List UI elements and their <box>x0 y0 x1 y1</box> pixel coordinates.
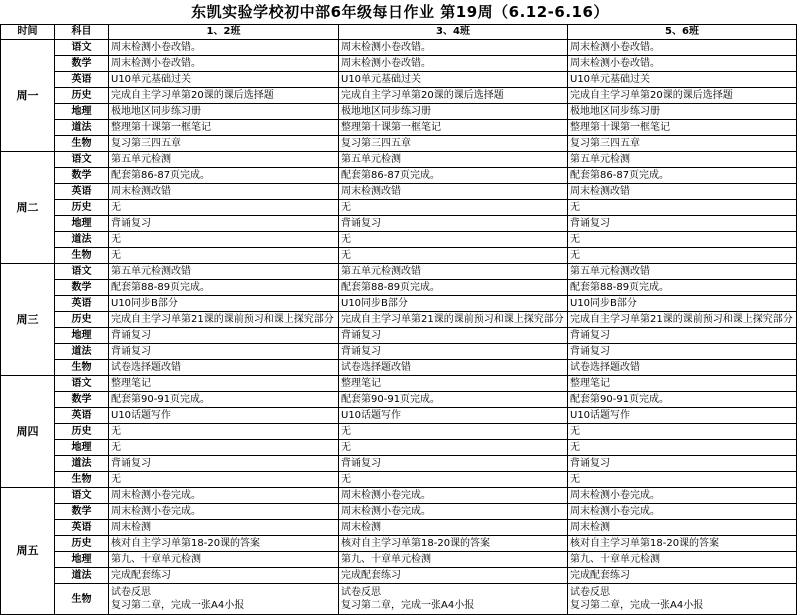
table-row <box>1 568 797 584</box>
homework-cell-class-3-4: 配套第88-89页完成。 <box>339 280 568 296</box>
day-cell: 周四 <box>1 376 55 488</box>
table-row <box>1 280 797 296</box>
homework-cell-class-3-4: 无 <box>339 472 568 488</box>
header-class-1-2: 1、2班 <box>109 25 339 40</box>
subject-cell: 语文 <box>55 152 109 168</box>
homework-cell-class-3-4: 配套第86-87页完成。 <box>339 168 568 184</box>
homework-cell-class-5-6: 背诵复习 <box>568 456 797 472</box>
table-row <box>1 136 797 152</box>
table-row <box>1 376 797 392</box>
homework-cell-class-1-2: 周末检测 <box>109 520 339 536</box>
header-subject: 科目 <box>55 25 109 40</box>
homework-cell-class-1-2: U10单元基础过关 <box>109 72 339 88</box>
homework-cell-class-1-2: 无 <box>109 424 339 440</box>
subject-cell: 数学 <box>55 168 109 184</box>
table-row <box>1 360 797 376</box>
table-body <box>1 40 797 615</box>
homework-cell-class-5-6: 第五单元检测 <box>568 152 797 168</box>
table-row <box>1 312 797 328</box>
homework-cell-class-1-2: 周末检测小卷完成。 <box>109 504 339 520</box>
homework-cell-class-1-2: U10话题写作 <box>109 408 339 424</box>
homework-cell-class-3-4 <box>339 584 568 615</box>
homework-cell-class-5-6: 无 <box>568 440 797 456</box>
table-row <box>1 488 797 504</box>
homework-cell-class-3-4: 完成自主学习单第20课的课后选择题 <box>339 88 568 104</box>
homework-cell-class-3-4: 周末检测 <box>339 520 568 536</box>
homework-cell-class-5-6: 极地地区同步练习册 <box>568 104 797 120</box>
homework-cell-class-5-6: 完成自主学习单第21课的课前预习和课上探究部分 <box>568 312 797 328</box>
homework-cell-class-1-2: U10同步B部分 <box>109 296 339 312</box>
subject-cell: 英语 <box>55 72 109 88</box>
homework-cell-class-5-6: 背诵复习 <box>568 344 797 360</box>
homework-cell-class-5-6: 完成自主学习单第20课的课后选择题 <box>568 88 797 104</box>
subject-cell: 地理 <box>55 216 109 232</box>
homework-cell-class-3-4: 周末检测小卷完成。 <box>339 488 568 504</box>
homework-cell-class-1-2: 核对自主学习单第18-20课的答案 <box>109 536 339 552</box>
homework-cell-class-3-4: 背诵复习 <box>339 216 568 232</box>
homework-cell-class-1-2: 配套第90-91页完成。 <box>109 392 339 408</box>
homework-cell-class-3-4: 核对自主学习单第18-20课的答案 <box>339 536 568 552</box>
subject-cell: 生物 <box>55 584 109 615</box>
homework-cell-class-5-6: 试卷选择题改错 <box>568 360 797 376</box>
table-row <box>1 456 797 472</box>
homework-cell-class-3-4: 周末检测小卷改错。 <box>339 40 568 56</box>
subject-cell: 生物 <box>55 136 109 152</box>
subject-cell: 生物 <box>55 248 109 264</box>
homework-cell-class-5-6: 无 <box>568 472 797 488</box>
subject-cell: 道法 <box>55 344 109 360</box>
homework-cell-class-1-2: 无 <box>109 248 339 264</box>
homework-cell-class-3-4: 背诵复习 <box>339 344 568 360</box>
homework-cell-class-3-4: 周末检测改错 <box>339 184 568 200</box>
table-row <box>1 344 797 360</box>
homework-cell-class-3-4: U10单元基础过关 <box>339 72 568 88</box>
day-cell: 周二 <box>1 152 55 264</box>
homework-cell-class-1-2: 周末检测小卷改错。 <box>109 40 339 56</box>
homework-line: 试卷反思 <box>341 587 381 598</box>
homework-cell-class-5-6: 无 <box>568 424 797 440</box>
table-row <box>1 152 797 168</box>
table-row <box>1 232 797 248</box>
homework-cell-class-5-6: 配套第88-89页完成。 <box>568 280 797 296</box>
homework-cell-class-3-4: U10话题写作 <box>339 408 568 424</box>
homework-cell-class-5-6: 完成配套练习 <box>568 568 797 584</box>
homework-cell-class-1-2: 背诵复习 <box>109 344 339 360</box>
subject-cell: 语文 <box>55 488 109 504</box>
homework-line: 复习第二章，完成一张A4小报 <box>111 600 245 611</box>
homework-cell-class-3-4: 无 <box>339 248 568 264</box>
homework-cell-class-3-4: 第五单元检测改错 <box>339 264 568 280</box>
subject-cell: 历史 <box>55 312 109 328</box>
homework-cell-class-3-4: 第五单元检测 <box>339 152 568 168</box>
homework-cell-class-1-2: 第五单元检测 <box>109 152 339 168</box>
day-cell: 周五 <box>1 488 55 615</box>
homework-cell-class-3-4: 复习第三四五章 <box>339 136 568 152</box>
table-row <box>1 40 797 56</box>
homework-cell-class-1-2: 完成自主学习单第20课的课后选择题 <box>109 88 339 104</box>
table-row <box>1 104 797 120</box>
table-row <box>1 248 797 264</box>
table-row <box>1 200 797 216</box>
homework-cell-class-1-2: 第五单元检测改错 <box>109 264 339 280</box>
subject-cell: 道法 <box>55 568 109 584</box>
homework-cell-class-5-6: 无 <box>568 232 797 248</box>
day-cell: 周三 <box>1 264 55 376</box>
subject-cell: 数学 <box>55 392 109 408</box>
header-class-5-6: 5、6班 <box>568 25 797 40</box>
table-row <box>1 56 797 72</box>
header-row <box>1 25 797 40</box>
table-row <box>1 296 797 312</box>
homework-cell-class-3-4: 周末检测小卷完成。 <box>339 504 568 520</box>
homework-cell-class-1-2: 完成配套练习 <box>109 568 339 584</box>
homework-cell-class-5-6 <box>568 584 797 615</box>
homework-cell-class-5-6: 第九、十章单元检测 <box>568 552 797 568</box>
homework-cell-class-3-4: 无 <box>339 232 568 248</box>
homework-cell-class-1-2 <box>109 584 339 615</box>
subject-cell: 历史 <box>55 536 109 552</box>
table-row <box>1 424 797 440</box>
homework-line: 复习第二章，完成一张A4小报 <box>570 600 704 611</box>
subject-cell: 地理 <box>55 552 109 568</box>
homework-cell-class-3-4: 整理笔记 <box>339 376 568 392</box>
subject-cell: 数学 <box>55 280 109 296</box>
homework-line: 试卷反思 <box>570 587 610 598</box>
subject-cell: 道法 <box>55 232 109 248</box>
subject-cell: 语文 <box>55 40 109 56</box>
homework-cell-class-5-6: U10单元基础过关 <box>568 72 797 88</box>
homework-cell-class-1-2: 第九、十章单元检测 <box>109 552 339 568</box>
homework-cell-class-5-6: 整理笔记 <box>568 376 797 392</box>
subject-cell: 道法 <box>55 456 109 472</box>
day-cell: 周一 <box>1 40 55 152</box>
homework-cell-class-3-4: 周末检测小卷改错。 <box>339 56 568 72</box>
table-row <box>1 552 797 568</box>
table-row <box>1 184 797 200</box>
table-row <box>1 408 797 424</box>
homework-cell-class-5-6: 周末检测小卷改错。 <box>568 56 797 72</box>
homework-cell-class-1-2: 极地地区同步练习册 <box>109 104 339 120</box>
table-row <box>1 168 797 184</box>
homework-cell-class-3-4: 极地地区同步练习册 <box>339 104 568 120</box>
homework-cell-class-1-2: 无 <box>109 440 339 456</box>
table-row <box>1 72 797 88</box>
homework-cell-class-5-6: 背诵复习 <box>568 328 797 344</box>
table-row <box>1 440 797 456</box>
homework-cell-class-3-4: 背诵复习 <box>339 456 568 472</box>
homework-cell-class-1-2: 复习第三四五章 <box>109 136 339 152</box>
homework-cell-class-1-2: 完成自主学习单第21课的课前预习和课上探究部分 <box>109 312 339 328</box>
homework-cell-class-1-2: 周末检测改错 <box>109 184 339 200</box>
table-row <box>1 520 797 536</box>
subject-cell: 生物 <box>55 472 109 488</box>
homework-cell-class-5-6: 背诵复习 <box>568 216 797 232</box>
homework-cell-class-3-4: 完成配套练习 <box>339 568 568 584</box>
homework-cell-class-3-4: 第九、十章单元检测 <box>339 552 568 568</box>
homework-cell-class-5-6: 配套第90-91页完成。 <box>568 392 797 408</box>
header-time: 时间 <box>1 25 55 40</box>
subject-cell: 语文 <box>55 376 109 392</box>
homework-line: 试卷反思 <box>111 587 151 598</box>
homework-cell-class-1-2: 整理笔记 <box>109 376 339 392</box>
homework-cell-class-1-2: 背诵复习 <box>109 456 339 472</box>
homework-cell-class-3-4: 完成自主学习单第21课的课前预习和课上探究部分 <box>339 312 568 328</box>
subject-cell: 生物 <box>55 360 109 376</box>
homework-cell-class-5-6: 第五单元检测改错 <box>568 264 797 280</box>
homework-cell-class-3-4: 试卷选择题改错 <box>339 360 568 376</box>
homework-cell-class-3-4: 背诵复习 <box>339 328 568 344</box>
homework-cell-class-3-4: 无 <box>339 440 568 456</box>
homework-cell-class-5-6: 周末检测 <box>568 520 797 536</box>
homework-cell-class-1-2: 无 <box>109 472 339 488</box>
table-row <box>1 264 797 280</box>
homework-cell-class-1-2: 背诵复习 <box>109 216 339 232</box>
homework-cell-class-1-2: 试卷选择题改错 <box>109 360 339 376</box>
subject-cell: 数学 <box>55 504 109 520</box>
header-class-3-4: 3、4班 <box>339 25 568 40</box>
subject-cell: 英语 <box>55 296 109 312</box>
subject-cell: 英语 <box>55 184 109 200</box>
homework-cell-class-5-6: 无 <box>568 200 797 216</box>
homework-cell-class-5-6: 周末检测改错 <box>568 184 797 200</box>
table-row <box>1 328 797 344</box>
homework-cell-class-1-2: 配套第86-87页完成。 <box>109 168 339 184</box>
homework-cell-class-5-6: 无 <box>568 248 797 264</box>
homework-cell-class-1-2: 无 <box>109 232 339 248</box>
homework-cell-class-1-2: 整理第十课第一框笔记 <box>109 120 339 136</box>
subject-cell: 道法 <box>55 120 109 136</box>
table-row <box>1 120 797 136</box>
subject-cell: 历史 <box>55 424 109 440</box>
subject-cell: 地理 <box>55 328 109 344</box>
table-row <box>1 392 797 408</box>
sheet-title: 东凯实验学校初中部6年级每日作业 第19周（6.12-6.16） <box>191 3 609 21</box>
homework-cell-class-3-4: U10同步B部分 <box>339 296 568 312</box>
subject-cell: 地理 <box>55 104 109 120</box>
table-row <box>1 584 797 615</box>
subject-cell: 英语 <box>55 520 109 536</box>
homework-cell-class-5-6: U10话题写作 <box>568 408 797 424</box>
homework-cell-class-5-6: 核对自主学习单第18-20课的答案 <box>568 536 797 552</box>
table-row <box>1 504 797 520</box>
homework-cell-class-1-2: 周末检测小卷改错。 <box>109 56 339 72</box>
homework-cell-class-5-6: 复习第三四五章 <box>568 136 797 152</box>
subject-cell: 语文 <box>55 264 109 280</box>
subject-cell: 英语 <box>55 408 109 424</box>
homework-cell-class-3-4: 无 <box>339 424 568 440</box>
homework-cell-class-3-4: 无 <box>339 200 568 216</box>
subject-cell: 数学 <box>55 56 109 72</box>
homework-cell-class-3-4: 配套第90-91页完成。 <box>339 392 568 408</box>
homework-cell-class-5-6: 周末检测小卷完成。 <box>568 488 797 504</box>
homework-line: 复习第二章，完成一张A4小报 <box>341 600 475 611</box>
homework-cell-class-5-6: U10同步B部分 <box>568 296 797 312</box>
homework-cell-class-3-4: 整理第十课第一框笔记 <box>339 120 568 136</box>
subject-cell: 历史 <box>55 88 109 104</box>
table-row <box>1 216 797 232</box>
homework-cell-class-1-2: 无 <box>109 200 339 216</box>
subject-cell: 历史 <box>55 200 109 216</box>
table-row <box>1 88 797 104</box>
table-row <box>1 536 797 552</box>
table-row <box>1 472 797 488</box>
homework-cell-class-5-6: 整理第十课第一框笔记 <box>568 120 797 136</box>
homework-cell-class-1-2: 背诵复习 <box>109 328 339 344</box>
homework-table <box>0 24 797 615</box>
homework-cell-class-5-6: 配套第86-87页完成。 <box>568 168 797 184</box>
homework-cell-class-1-2: 周末检测小卷完成。 <box>109 488 339 504</box>
subject-cell: 地理 <box>55 440 109 456</box>
homework-cell-class-5-6: 周末检测小卷完成。 <box>568 504 797 520</box>
homework-cell-class-5-6: 周末检测小卷改错。 <box>568 40 797 56</box>
homework-cell-class-1-2: 配套第88-89页完成。 <box>109 280 339 296</box>
